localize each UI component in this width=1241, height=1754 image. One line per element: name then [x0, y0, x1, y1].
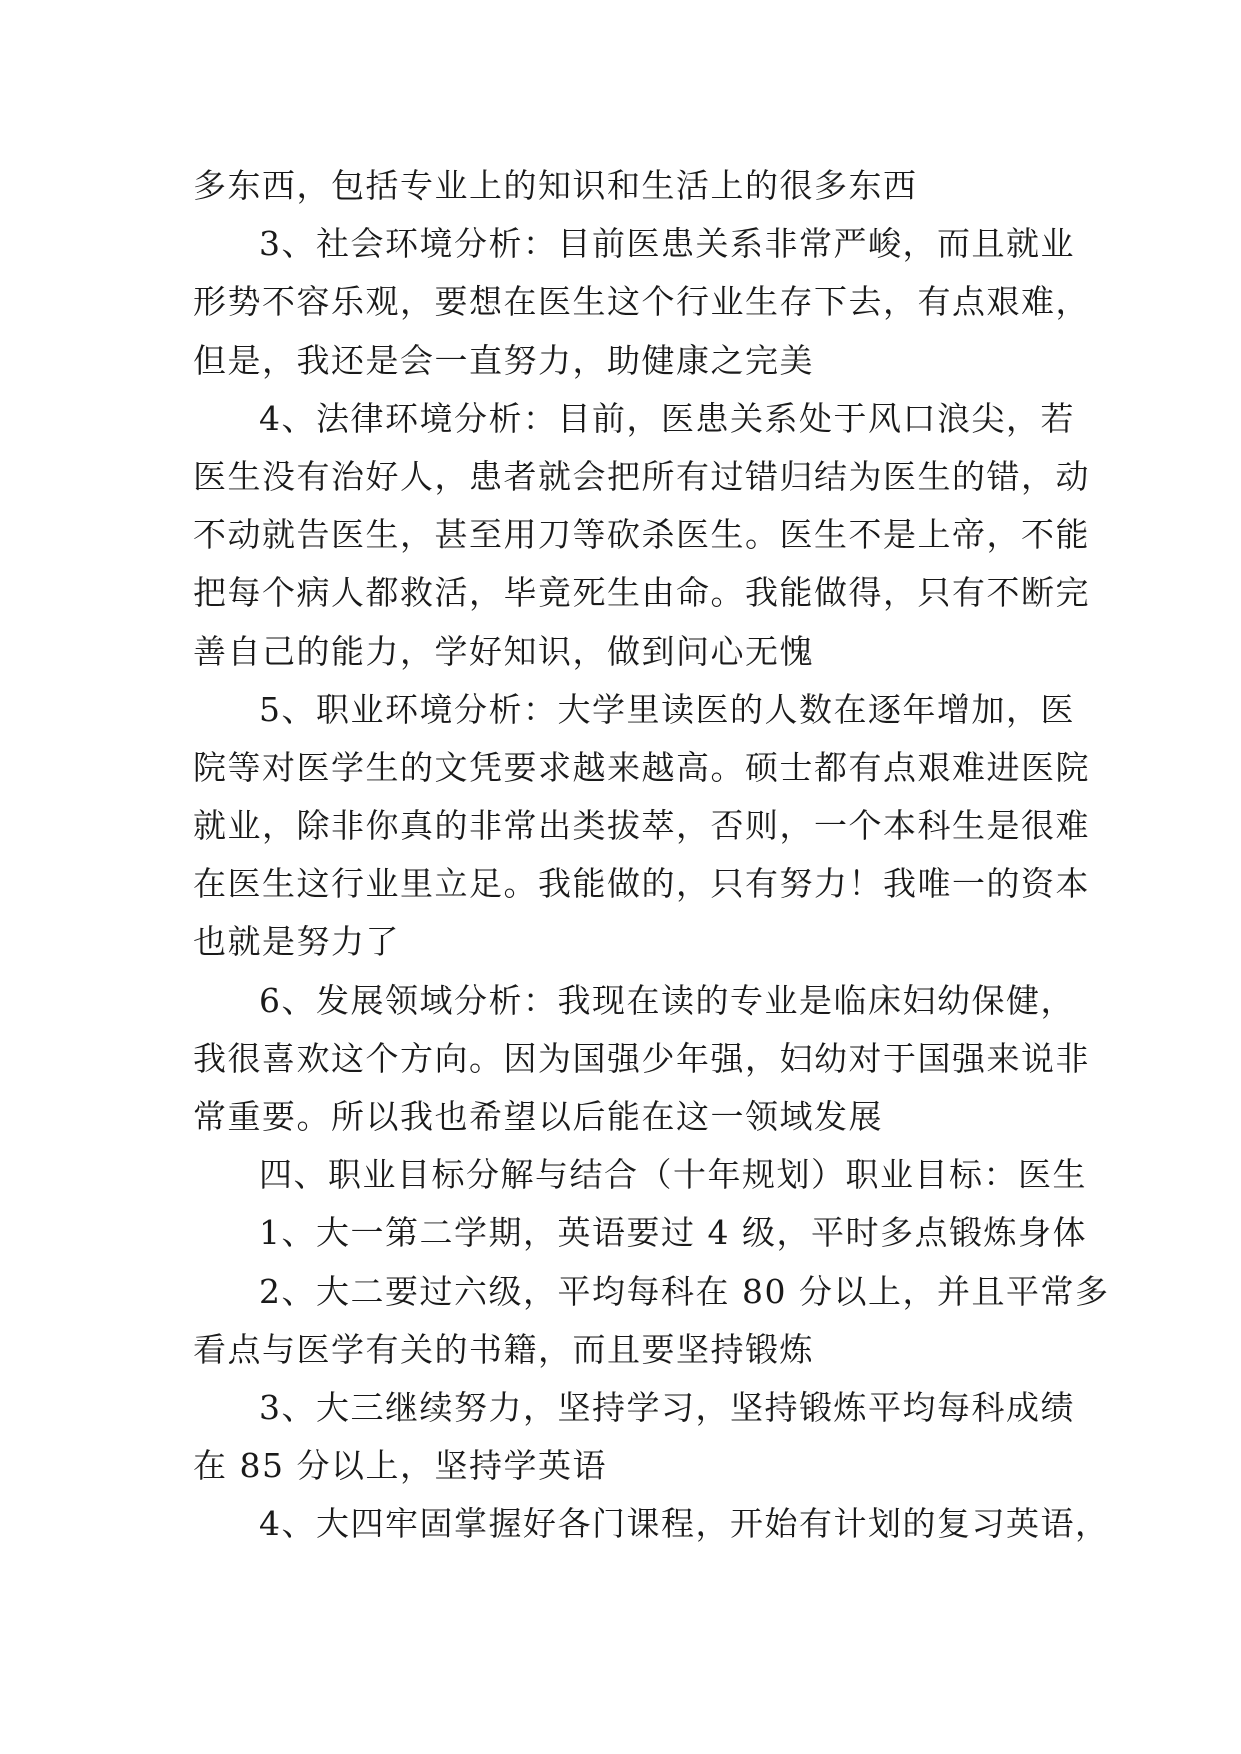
body-line: 但是，我还是会一直努力，助健康之完美 — [193, 340, 814, 380]
paragraph-start-line: 3、大三继续努力，坚持学习，坚持锻炼平均每科成绩 — [259, 1387, 1075, 1427]
body-line: 就业，除非你真的非常出类拔萃，否则，一个本科生是很难 — [193, 806, 1090, 846]
section-heading-line: 四、职业目标分解与结合（十年规划）职业目标：医生 — [259, 1155, 1087, 1195]
body-line: 善自己的能力，学好知识，做到问心无愧 — [193, 631, 814, 671]
body-line: 多东西，包括专业上的知识和生活上的很多东西 — [193, 166, 918, 205]
paragraph-start-line: 3、社会环境分析：目前医患关系非常严峻，而且就业 — [259, 224, 1075, 264]
body-line: 把每个病人都救活，毕竟死生由命。我能做得，只有不断完 — [193, 573, 1090, 613]
body-line: 也就是努力了 — [193, 922, 400, 962]
paragraph-start-line: 4、法律环境分析：目前，医患关系处于风口浪尖，若 — [259, 398, 1075, 438]
document-body — [193, 157, 1110, 1554]
body-line: 医生没有治好人，患者就会把所有过错归结为医生的错，动 — [193, 456, 1090, 496]
body-line: 在 85 分以上，坚持学英语 — [193, 1446, 607, 1486]
body-line: 在医生这行业里立足。我能做的，只有努力！我唯一的资本 — [193, 864, 1090, 904]
body-line: 不动就告医生，甚至用刀等砍杀医生。医生不是上帝，不能 — [193, 515, 1090, 555]
paragraph-start-line: 4、大四牢固掌握好各门课程，开始有计划的复习英语， — [259, 1504, 1110, 1544]
body-line: 院等对医学生的文凭要求越来越高。硕士都有点艰难进医院 — [193, 747, 1090, 787]
paragraph-start-line: 5、职业环境分析：大学里读医的人数在逐年增加，医 — [259, 689, 1075, 729]
body-line: 看点与医学有关的书籍，而且要坚持锻炼 — [193, 1329, 814, 1369]
paragraph-start-line: 1、大一第二学期，英语要过 4 级，平时多点锻炼身体 — [259, 1213, 1087, 1253]
body-line: 形势不容乐观，要想在医生这个行业生存下去，有点艰难， — [193, 282, 1090, 322]
paragraph-start-line: 6、发展领域分析：我现在读的专业是临床妇幼保健， — [259, 980, 1075, 1020]
body-line: 常重要。所以我也希望以后能在这一领域发展 — [193, 1097, 883, 1136]
paragraph-start-line: 2、大二要过六级，平均每科在 80 分以上，并且平常多 — [259, 1271, 1110, 1311]
body-line: 我很喜欢这个方向。因为国强少年强，妇幼对于国强来说非 — [193, 1038, 1090, 1078]
